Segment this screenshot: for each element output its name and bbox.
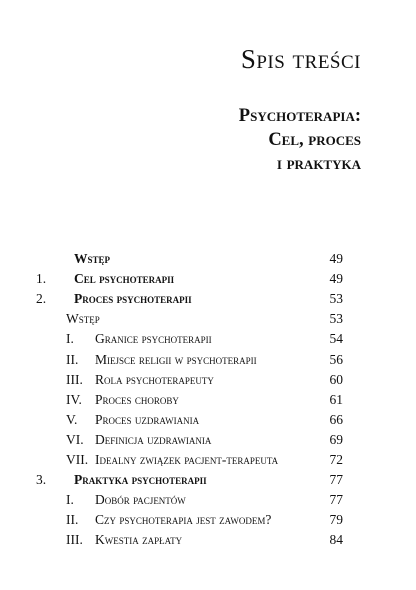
- toc-entry: [0, 492, 416, 512]
- toc-entry-label: Czy psychoterapia jest zawodem?: [95, 512, 272, 528]
- toc-entry-number: I.: [66, 331, 74, 347]
- toc-entry-label: Dobór pacjentów: [95, 492, 186, 508]
- toc-entry: [0, 432, 416, 452]
- toc-entry-number: 1.: [36, 271, 47, 287]
- toc-entry-label: Proces uzdrawiania: [95, 411, 200, 427]
- toc-entry: [0, 251, 416, 271]
- toc-entry-page-number: 77: [329, 492, 343, 508]
- toc-entry-label: Proces choroby: [95, 391, 179, 407]
- toc-entry-number: VII.: [66, 452, 89, 467]
- toc-entry-page-number: 77: [329, 472, 343, 488]
- toc-entry: [0, 331, 416, 351]
- toc-entry: [0, 512, 416, 532]
- toc-entry-number: II.: [66, 512, 79, 528]
- book-title-line-2: Cel, proces: [268, 130, 361, 150]
- toc-entry: [0, 291, 416, 311]
- toc-entry: [0, 372, 416, 392]
- toc-entry-label: Proces psychoterapii: [74, 291, 192, 307]
- toc-entry: [0, 311, 416, 331]
- toc-entry: [0, 532, 416, 552]
- toc-entry-label: Wstęp: [66, 311, 100, 327]
- book-title-line-3: i praktyka: [276, 154, 361, 174]
- toc-entry: [0, 452, 416, 472]
- toc-entry-label: Praktyka psychoterapii: [74, 472, 207, 488]
- toc-entry-page-number: 69: [329, 431, 343, 447]
- toc-entry-page-number: 79: [329, 512, 343, 528]
- toc-entry-page-number: 60: [329, 371, 343, 387]
- toc-entry-label: Granice psychoterapii: [95, 331, 212, 347]
- toc-entry-page-number: 53: [329, 291, 343, 307]
- book-title: [239, 104, 361, 176]
- toc-entry-number: IV.: [66, 391, 82, 407]
- toc-entry-label: Wstęp: [74, 251, 111, 266]
- toc-entry-page-number: 61: [329, 391, 343, 407]
- toc-entry-label: Idealny związek pacjent-terapeuta: [95, 452, 279, 467]
- toc-entry: [0, 392, 416, 412]
- toc-entry-number: III.: [66, 532, 83, 548]
- toc-entry-page-number: 72: [329, 452, 343, 467]
- toc-entry-page-number: 84: [329, 532, 343, 548]
- toc-entry-label: Kwestia zapłaty: [95, 532, 183, 548]
- book-title-line-1: Psychoterapia:: [238, 106, 361, 126]
- toc-entry: [0, 352, 416, 372]
- toc-entry-label: Miejsce religii w psychoterapii: [95, 351, 257, 367]
- toc-entry-label: Rola psychoterapeuty: [95, 371, 214, 387]
- toc-entry-page-number: 49: [329, 251, 343, 266]
- toc-entry-page-number: 66: [329, 411, 343, 427]
- toc-entry-number: VI.: [66, 431, 84, 447]
- toc-entry-number: 2.: [36, 291, 47, 307]
- toc-entry: [0, 472, 416, 492]
- toc-entry-page-number: 49: [329, 271, 343, 287]
- toc-entry-label: Definicja uzdrawiania: [95, 431, 212, 447]
- toc-entry-number: V.: [66, 411, 78, 427]
- toc-entry-page-number: 53: [329, 311, 343, 327]
- toc-entry-number: III.: [66, 371, 83, 387]
- toc-entry-number: II.: [66, 351, 79, 367]
- page-heading: Spis treści: [240, 44, 361, 74]
- toc-entry-number: 3.: [36, 472, 47, 488]
- toc-entry-page-number: 56: [329, 351, 343, 367]
- toc-entry-label: Cel psychoterapii: [74, 271, 175, 287]
- toc-entry-page-number: 54: [329, 331, 343, 347]
- toc-entry: [0, 412, 416, 432]
- toc-entry: [0, 271, 416, 291]
- toc-entry-number: I.: [66, 492, 74, 508]
